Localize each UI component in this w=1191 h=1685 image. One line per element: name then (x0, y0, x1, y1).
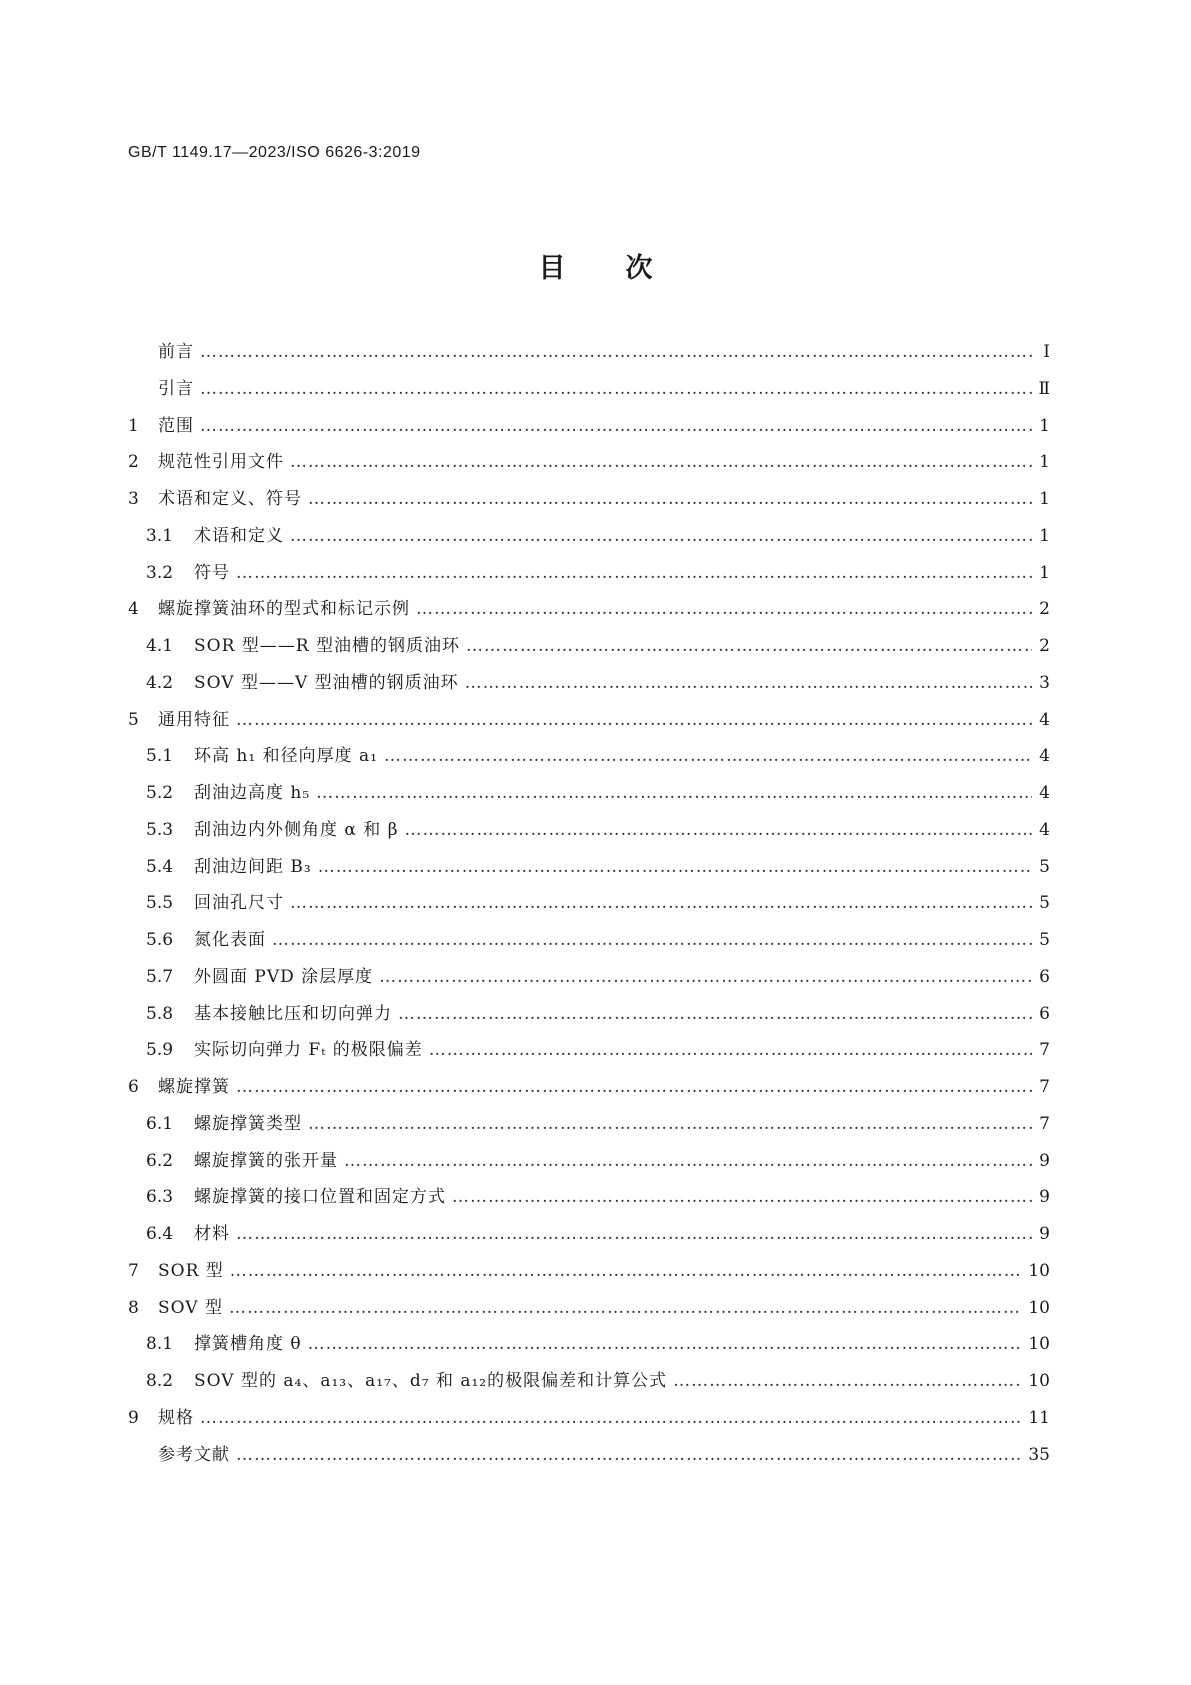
toc-entry[interactable] (128, 1293, 1050, 1330)
toc-entry[interactable] (128, 1329, 1050, 1366)
leader-dots (466, 636, 1032, 656)
toc-entry[interactable] (128, 1182, 1050, 1219)
toc-entry[interactable] (128, 741, 1050, 778)
leader-dots (405, 820, 1032, 840)
toc-entry[interactable] (128, 1035, 1050, 1072)
toc-page: 3 (1039, 672, 1050, 693)
leader-dots (290, 452, 1032, 472)
toc-page: 5 (1039, 893, 1050, 914)
toc-label: 刮油边间距 B₃ (194, 856, 312, 877)
toc-label: 螺旋撑簧的接口位置和固定方式 (194, 1187, 446, 1208)
toc-entry[interactable] (128, 668, 1050, 705)
toc-page: 10 (1028, 1334, 1050, 1355)
toc-number: 5.7 (146, 966, 174, 987)
toc-entry[interactable] (128, 1219, 1050, 1256)
page-title: 目次 (538, 253, 713, 284)
toc-number: 5.5 (146, 893, 174, 914)
toc-page: 10 (1028, 1297, 1050, 1318)
toc-label: 参考文献 (158, 1444, 230, 1465)
leader-dots (236, 1077, 1032, 1097)
toc-number: 6.1 (146, 1113, 174, 1134)
toc-label: SOR 型——R 型油槽的钢质油环 (194, 636, 460, 656)
leader-dots (452, 1187, 1032, 1207)
toc-number: 5.8 (146, 1003, 174, 1024)
leader-dots (398, 1004, 1032, 1024)
toc-label: 材料 (194, 1224, 230, 1244)
toc-page: 5 (1039, 856, 1050, 877)
toc-entry[interactable] (128, 962, 1050, 999)
leader-dots (673, 1371, 1022, 1391)
toc-entry[interactable] (128, 925, 1050, 962)
leader-dots (379, 967, 1032, 987)
leader-dots (344, 1151, 1032, 1171)
toc-number: 6.2 (146, 1150, 174, 1171)
leader-dots (308, 1114, 1032, 1134)
toc-page: 9 (1039, 1187, 1050, 1208)
toc-entry[interactable] (128, 631, 1050, 668)
leader-dots (229, 1298, 1022, 1318)
toc-label: 符号 (194, 562, 230, 583)
toc-page: Ⅱ (1038, 378, 1050, 399)
toc-number: 4.1 (146, 636, 174, 656)
toc-page: 9 (1039, 1150, 1050, 1171)
toc-page: 4 (1039, 783, 1050, 803)
toc-entry[interactable] (128, 1403, 1050, 1440)
toc-page: Ⅰ (1043, 342, 1050, 362)
leader-dots (236, 563, 1032, 583)
toc-number: 1 (128, 415, 139, 436)
toc-page: 1 (1039, 452, 1050, 473)
leader-dots (416, 599, 1032, 619)
toc-page: 6 (1039, 966, 1050, 987)
leader-dots (318, 857, 1032, 877)
toc-label: 范围 (158, 415, 194, 436)
toc-label: 环高 h₁ 和径向厚度 a₁ (194, 746, 378, 767)
toc-label: 基本接触比压和切向弹力 (194, 1003, 392, 1024)
toc-number: 3.1 (146, 525, 174, 546)
toc-label: 规范性引用文件 (158, 452, 284, 473)
toc-entry[interactable] (128, 558, 1050, 595)
toc-entry[interactable] (128, 815, 1050, 852)
toc-number: 5.2 (146, 783, 174, 803)
toc-page: 10 (1028, 1260, 1050, 1281)
toc-page: 2 (1039, 636, 1050, 656)
toc-label: 术语和定义 (194, 525, 284, 546)
toc-number: 8 (128, 1297, 139, 1318)
leader-dots (200, 379, 1032, 399)
toc-entry[interactable] (128, 521, 1050, 558)
toc-entry[interactable] (128, 1072, 1050, 1109)
toc-entry[interactable] (128, 337, 1050, 374)
toc-page: 9 (1039, 1224, 1050, 1244)
leader-dots (290, 893, 1032, 913)
toc-label: 前言 (158, 342, 194, 362)
toc-label: 刮油边内外侧角度 α 和 β (194, 819, 399, 840)
leader-dots (236, 710, 1032, 730)
leader-dots (316, 783, 1032, 803)
toc-entry[interactable] (128, 484, 1050, 521)
toc-page: 2 (1039, 599, 1050, 620)
toc-entry[interactable] (128, 1109, 1050, 1146)
toc-entry[interactable] (128, 852, 1050, 889)
toc-entry[interactable] (128, 1366, 1050, 1403)
toc-label: 引言 (158, 378, 194, 399)
toc-label: 实际切向弹力 Fₜ 的极限偏差 (194, 1040, 423, 1061)
toc-label: 螺旋撑簧 (158, 1077, 230, 1097)
toc-page: 1 (1039, 489, 1050, 509)
toc-page: 1 (1039, 525, 1050, 546)
toc-number: 6.4 (146, 1224, 174, 1244)
toc-page: 6 (1039, 1003, 1050, 1024)
toc-page: 35 (1028, 1444, 1050, 1465)
toc-page: 4 (1039, 819, 1050, 840)
toc-entry[interactable] (128, 705, 1050, 742)
toc-number: 3 (128, 489, 139, 509)
toc-page: 11 (1028, 1407, 1050, 1428)
toc-entry[interactable] (128, 888, 1050, 925)
toc-number: 9 (128, 1407, 139, 1428)
leader-dots (272, 930, 1032, 950)
toc-label: 螺旋撑簧油环的型式和标记示例 (158, 599, 410, 620)
leader-dots (429, 1040, 1032, 1060)
leader-dots (308, 489, 1032, 509)
leader-dots (308, 1334, 1023, 1354)
toc-number: 5.4 (146, 856, 174, 877)
document-header: GB/T 1149.17—2023/ISO 6626-3:2019 (128, 144, 421, 161)
toc-page: 4 (1039, 746, 1050, 767)
toc-entry[interactable] (128, 594, 1050, 631)
toc-entry[interactable] (128, 374, 1050, 411)
toc-number: 5.1 (146, 746, 174, 767)
toc-label: SOV 型——V 型油槽的钢质油环 (194, 672, 459, 693)
toc-label: 刮油边高度 h₅ (194, 783, 311, 803)
toc-number: 5.6 (146, 930, 174, 950)
leader-dots (200, 342, 1032, 362)
toc-label: 规格 (158, 1407, 194, 1428)
toc-entry[interactable] (128, 999, 1050, 1036)
toc-label: SOR 型 (158, 1260, 224, 1281)
toc-number: 6.3 (146, 1187, 174, 1208)
toc-label: 氮化表面 (194, 930, 266, 950)
leader-dots (290, 526, 1032, 546)
toc-number: 4 (128, 599, 139, 620)
toc-number: 5 (128, 709, 139, 730)
toc-label: SOV 型的 a₄、a₁₃、a₁₇、d₇ 和 a₁₂的极限偏差和计算公式 (194, 1371, 668, 1391)
toc-page: 1 (1039, 415, 1050, 436)
toc-page: 7 (1039, 1077, 1050, 1097)
leader-dots (230, 1261, 1023, 1281)
toc-entry[interactable] (128, 1440, 1050, 1477)
leader-dots (200, 416, 1032, 436)
toc-page: 10 (1028, 1371, 1050, 1391)
toc-number: 8.2 (146, 1371, 174, 1391)
toc-page: 7 (1039, 1113, 1050, 1134)
toc-entry[interactable] (128, 447, 1050, 484)
toc-number: 4.2 (146, 672, 174, 693)
leader-dots (236, 1445, 1022, 1465)
table-of-contents (128, 337, 1050, 1476)
toc-label: 术语和定义、符号 (158, 489, 302, 509)
toc-entry[interactable] (128, 411, 1050, 448)
toc-entry[interactable] (128, 1256, 1050, 1293)
toc-number: 2 (128, 452, 139, 473)
leader-dots (236, 1224, 1032, 1244)
toc-label: SOV 型 (158, 1297, 223, 1318)
leader-dots (465, 673, 1032, 693)
leader-dots (384, 746, 1032, 766)
toc-number: 6 (128, 1077, 139, 1097)
toc-number: 5.9 (146, 1040, 174, 1061)
toc-number: 7 (128, 1260, 139, 1281)
toc-label: 回油孔尺寸 (194, 893, 284, 914)
toc-label: 通用特征 (158, 709, 230, 730)
toc-number: 8.1 (146, 1334, 174, 1355)
toc-entry[interactable] (128, 778, 1050, 815)
leader-dots (200, 1408, 1022, 1428)
toc-label: 外圆面 PVD 涂层厚度 (194, 966, 374, 987)
toc-page: 4 (1039, 709, 1050, 730)
toc-page: 7 (1039, 1040, 1050, 1061)
toc-number: 5.3 (146, 819, 174, 840)
toc-page: 5 (1039, 930, 1050, 950)
toc-label: 撑簧槽角度 θ (194, 1334, 302, 1355)
toc-label: 螺旋撑簧类型 (194, 1113, 302, 1134)
toc-label: 螺旋撑簧的张开量 (194, 1150, 338, 1171)
toc-number: 3.2 (146, 562, 174, 583)
toc-page: 1 (1039, 562, 1050, 583)
toc-entry[interactable] (128, 1146, 1050, 1183)
